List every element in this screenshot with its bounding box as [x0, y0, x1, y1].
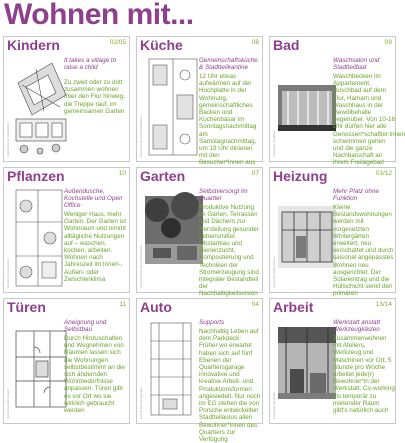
card-auto — [136, 298, 263, 443]
image-caption: Fotografie Werkstatt — [272, 392, 276, 419]
card-number: 04 — [251, 301, 259, 308]
image-caption: Fotografie Wintergarten — [272, 256, 276, 288]
card-body: Kleine Bestandswohnungen werden mit vorgesetzten Wintergärten erweitert, neu verschattet und durch saisonal angepasstes Wohnen neu ausgerichtet. Der Solareintrag und die Hüllschicht senkt den primären — [333, 204, 394, 298]
card-body: Weniger Haus, mehr Garten. Der Garten ist Wohnraum und nimmt alltägliche Nutzungen auf – waschen, kochen, arbeiten. Wohnen nach Jahreszeit im Innen-, Außen- oder Zwischenklima — [64, 211, 126, 283]
card-tueren — [3, 298, 130, 424]
card-body: Produktive Nutzung im Garten, Terrassen und Dächern zur Herstellung gesunder Lebensmittel. Obstanbau und Bienenzucht, Kompostierung und Techniken der Stromerzeugung sind integraler Bestandteil der Nachhaltigkeitsvision — [199, 204, 259, 298]
garage-section-drawing — [145, 317, 201, 421]
garden-floorplan — [12, 186, 66, 290]
card-body: Nachhaltig Leben auf dem Parkdeck: Früher wo erwartet haben sich auf fünf Ebenen der Quartiersgarage innovative und kreative Arbeit- und Produktionsformen angesiedelt. Nur noch im EG stehen die von Porsche entwickelten Stadtteilautos allen Bewohner*innen des Quartiers zur Verfügung — [199, 328, 261, 443]
card-body: Waschbecken im Appartement, Duschbad auf dem Flur, Hamam und Waschhaus in der Gewölbehalle gegenüber. Von 10-16 Uhr dürfen hier alle Genossen*schaftler:innen schwimmen gehen und die ganze Nachbarschaft an ihrem Freilagebad — [333, 73, 405, 167]
image-caption: Grundriss Gemeinschaftsküche — [139, 115, 143, 157]
kitchen-floorplan — [145, 55, 201, 159]
card-body: Zusammenwohnen mit Ateliers, Werkzeug und Maschinen vor Ort, 5 Stunde pro Woche arbeitet jede(r) Bewohner*in der Werkstatt. Co-working als temporär zu mietender Raum gibt's natürlich auch — [333, 335, 395, 415]
card-title: Bad — [273, 37, 300, 53]
card-title: Auto — [140, 299, 172, 315]
card-subtitle: Waschsalon und Stadtteilbad — [333, 57, 380, 72]
wintergarden-photo — [278, 186, 336, 290]
card-title: Garten — [140, 168, 186, 184]
card-title: Küche — [140, 37, 183, 53]
card-garten — [136, 167, 263, 298]
bath-photo — [278, 55, 336, 159]
card-kueche — [136, 36, 263, 167]
card-number: 07 — [251, 170, 259, 177]
card-number: 11 — [119, 301, 126, 308]
card-subtitle: It takes a village to raise a child — [64, 57, 117, 72]
card-bad — [269, 36, 405, 167]
card-body: Zu zweit oder zu dritt zusammen wohnen über den Flur hinweg, die Treppe rauf, im gemeinsamen Garten — [64, 79, 125, 115]
card-number: 10 — [118, 170, 126, 177]
card-subtitle: Aneignung und Selbstbau — [64, 319, 107, 334]
card-title: Pflanzen — [7, 168, 65, 184]
apartment-floorplan — [12, 317, 70, 421]
card-body: 12 Uhr etwas aufwärmen auf der Hochplatte in der Wohnung, gemeinschaftliches Backen und Kuchenbasar im Sonntagsnachmittag am Samstagnachmittag, um 19 Uhr dinieren mit den Besucher*innen aus — [199, 73, 257, 167]
card-arbeit — [269, 298, 396, 424]
card-body: Durch Hinzuschalten und Wegnehmen von Räumen lassen sich die Wohnungen selbstbestimmt an die sich ändernden Wohnbedürfnisse anpassen. Türen gibt es vor Ort wo sie wirklich gebraucht werden — [64, 335, 125, 415]
image-caption: Fotografie Stadtbad — [272, 130, 276, 157]
card-subtitle: Selbstversorgt im Quartier — [199, 188, 248, 203]
image-caption: Grundriss Gartenzone — [6, 258, 10, 288]
card-number: 09 — [384, 39, 392, 46]
card-subtitle: Supports — [199, 319, 225, 326]
card-subtitle: Mehr Platz ohne Funktion — [333, 188, 379, 203]
card-title: Arbeit — [273, 299, 314, 315]
card-heizung — [269, 167, 396, 298]
card-number: 03/12 — [375, 170, 392, 177]
image-caption: Fotografie Gemeinschaftsgarten — [139, 245, 143, 288]
card-number: 13/14 — [375, 301, 392, 308]
card-title: Türen — [7, 299, 46, 315]
card-title: Heizung — [273, 168, 328, 184]
site-plan-drawing — [12, 55, 70, 159]
image-caption: Grundriss Wohnungen — [6, 389, 10, 419]
card-pflanzen — [3, 167, 130, 293]
card-title: Kindern — [7, 37, 60, 53]
image-caption: Schnitt Quartiersgarage — [139, 387, 143, 419]
card-subtitle: Außendusche, Kochstelle und Open Office — [64, 188, 123, 210]
card-subtitle: Werkstatt anstatt Werkzeugkästen — [333, 319, 381, 334]
workshop-photo — [278, 317, 336, 421]
card-number: 08 — [251, 39, 259, 46]
card-subtitle: Gemeinschaftsküche & Stadtteilkantine — [199, 57, 258, 72]
card-kindern — [3, 36, 130, 162]
page-title: Wohnen mit... — [4, 0, 194, 31]
image-caption: Zeichnung der Kinderhöfe — [6, 122, 10, 157]
card-number: 02/05 — [109, 39, 126, 46]
garden-photo — [145, 186, 203, 290]
